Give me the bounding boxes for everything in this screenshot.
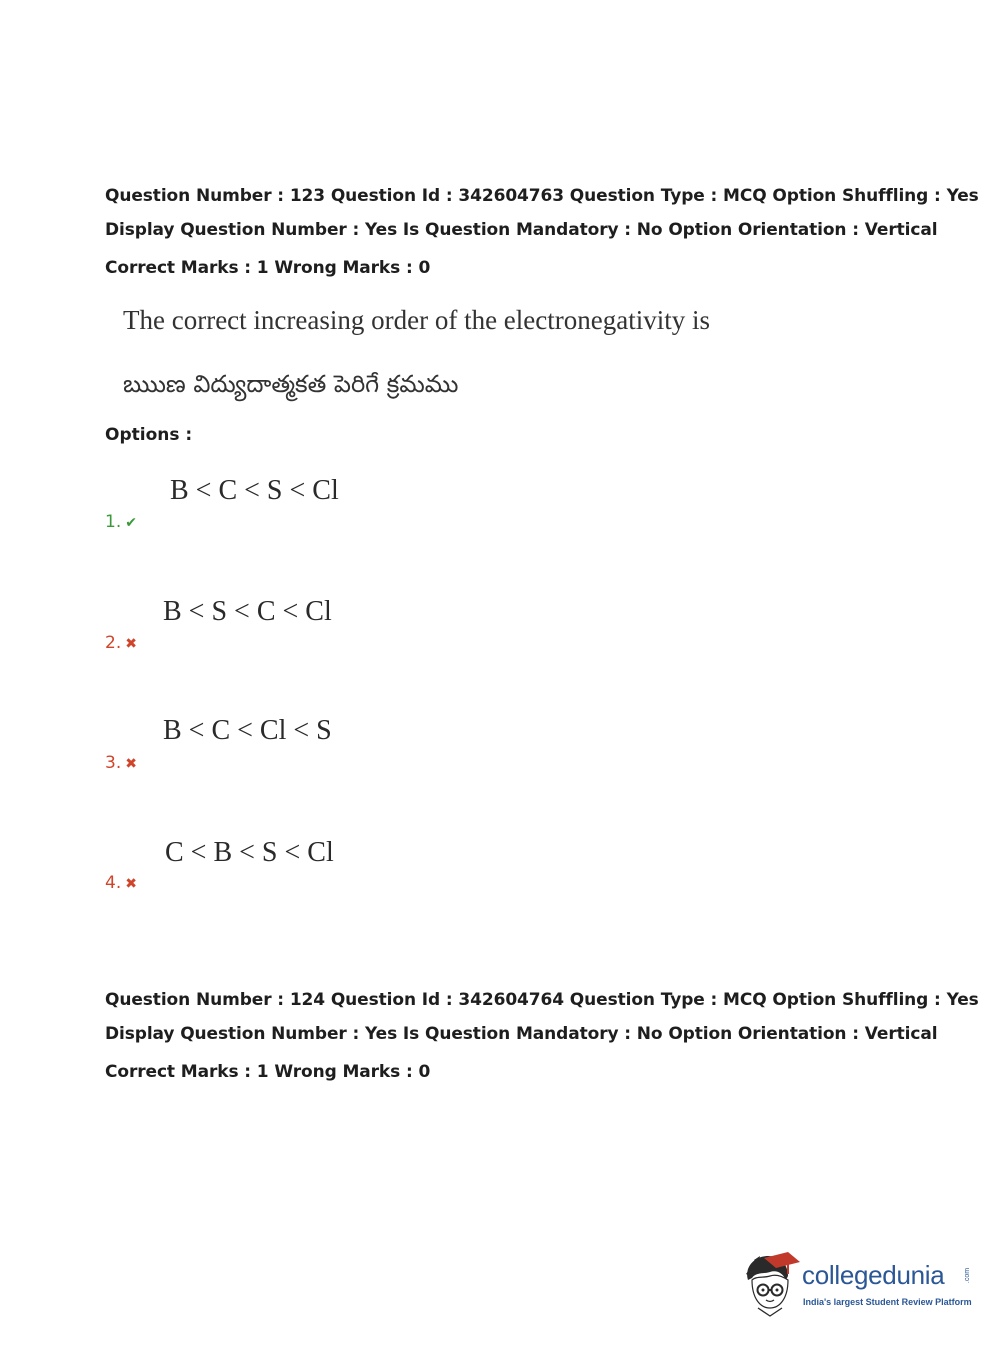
option-3-marker xyxy=(105,753,137,773)
option-2-formula: B < S < C < Cl xyxy=(163,596,332,627)
cross-icon: ✖ xyxy=(125,636,137,652)
mascot-icon xyxy=(742,1250,802,1320)
option-2-marker xyxy=(105,633,137,653)
q124-meta-line-3: Correct Marks : 1 Wrong Marks : 0 xyxy=(105,1062,431,1082)
option-3-number: 3. xyxy=(105,753,122,773)
question-text-english: The correct increasing order of the electronegativity is xyxy=(123,305,710,335)
q123-meta-line-3: Correct Marks : 1 Wrong Marks : 0 xyxy=(105,258,431,278)
option-4-number: 4. xyxy=(105,873,122,893)
cross-icon: ✖ xyxy=(125,876,137,892)
cross-icon: ✖ xyxy=(125,756,137,772)
question-text-telugu: ఋుణ విద్యుదాత్మకత పెరిగే క్రమము xyxy=(123,370,459,398)
q124-meta-line-2: Display Question Number : Yes Is Question Mandatory : No Option Orientation : Vertical xyxy=(105,1024,938,1044)
logo-brand: collegedunia xyxy=(802,1260,945,1290)
logo-suffix: .com xyxy=(964,1267,972,1284)
option-2-number: 2. xyxy=(105,633,122,653)
q123-meta-line-1: Question Number : 123 Question Id : 342604763 Question Type : MCQ Option Shuffling : Yes xyxy=(105,186,979,206)
options-label: Options : xyxy=(105,425,193,445)
logo-tagline: India's largest Student Review Platform xyxy=(803,1297,972,1307)
check-icon: ✔ xyxy=(125,515,137,531)
option-1-formula: B < C < S < Cl xyxy=(170,475,339,506)
q123-meta-line-2: Display Question Number : Yes Is Question Mandatory : No Option Orientation : Vertical xyxy=(105,220,938,240)
q124-meta-line-1: Question Number : 124 Question Id : 342604764 Question Type : MCQ Option Shuffling : Yes xyxy=(105,990,979,1010)
collegedunia-logo xyxy=(742,1250,972,1320)
option-4-formula: C < B < S < Cl xyxy=(165,837,334,868)
option-3-formula: B < C < Cl < S xyxy=(163,715,332,746)
option-1-marker xyxy=(105,512,137,532)
option-1-number: 1. xyxy=(105,512,122,532)
option-4-marker xyxy=(105,873,137,893)
